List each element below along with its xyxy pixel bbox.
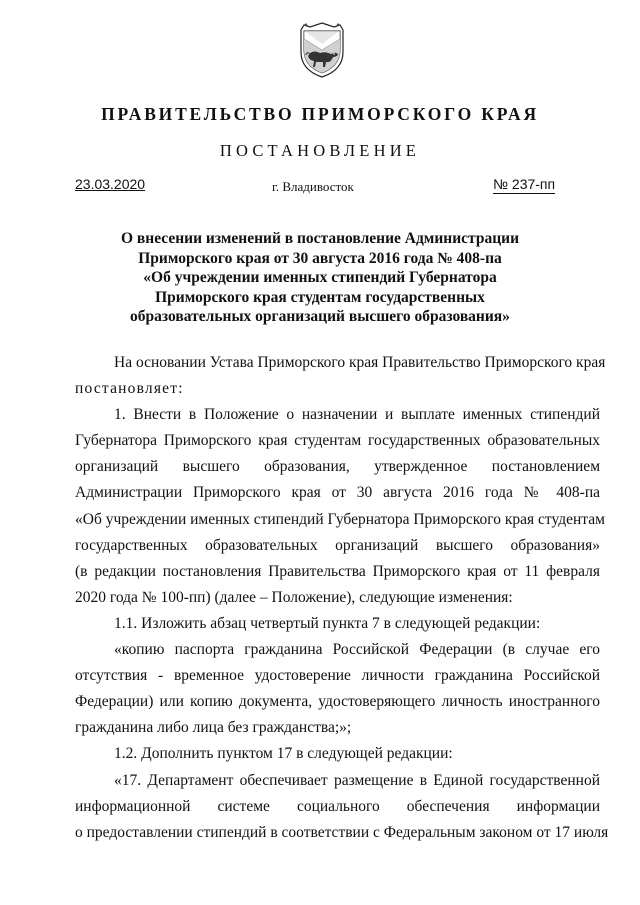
body-line: 1. Внести в Положение о назначении и выплате именных стипендий: [114, 406, 600, 424]
body-line: «17. Департамент обеспечивает размещение в Единой государственной: [114, 771, 600, 789]
body-line: организаций высшего образования, утвержденное постановлением: [75, 458, 600, 476]
body-line: Губернатора Приморского края студентам государственных образовательных: [75, 432, 600, 450]
body-line: Администрации Приморского края от 30 августа 2016 года № 408-па: [75, 484, 600, 502]
document-number: № 237-пп: [493, 176, 556, 192]
body-line: 1.2. Дополнить пунктом 17 в следующей редакции:: [114, 745, 453, 763]
document-city: г. Владивосток: [272, 179, 354, 194]
body-line: информационной системе социального обеспечения информации: [75, 797, 600, 815]
government-title: ПРАВИТЕЛЬСТВО ПРИМОРСКОГО КРАЯ: [101, 104, 539, 124]
body-line: постановляет:: [75, 380, 184, 398]
coat-of-arms-icon: [300, 22, 344, 78]
subject-line: образовательных организаций высшего образования»: [130, 308, 510, 325]
subject-line: «Об учреждении именных стипендий Губернатора: [143, 269, 497, 286]
body-line: государственных образовательных организаций высшего образования»: [75, 536, 600, 554]
body-line: 2020 года № 100-пп) (далее – Положение), следующие изменения:: [75, 588, 513, 606]
body-line: На основании Устава Приморского края Правительство Приморского края: [114, 354, 606, 371]
body-line: гражданина либо лица без гражданства;»;: [75, 719, 352, 737]
body-line: «Об учреждении именных стипендий Губернатора Приморского края студентам: [75, 510, 605, 528]
body-line: Федерации) или копию документа, удостоверяющего личность иностранного: [75, 693, 600, 711]
body-line: 1.1. Изложить абзац четвертый пункта 7 в следующей редакции:: [114, 614, 541, 632]
body-line: о предоставлении стипендий в соответствии с Федеральным законом от 17 июля: [75, 823, 609, 841]
subject-line: Приморского края от 30 августа 2016 года № 408-па: [138, 249, 502, 267]
body-line: «копию паспорта гражданина Российской Федерации (в случае его: [114, 641, 600, 659]
document-subject: [0, 229, 640, 327]
document-date: 23.03.2020: [75, 176, 146, 192]
subject-line: Приморского края студентам государственных: [155, 288, 485, 306]
subject-line: О внесении изменений в постановление Администрации: [120, 230, 519, 247]
document-body: [75, 350, 609, 846]
document-type: ПОСТАНОВЛЕНИЕ: [219, 141, 421, 160]
body-line: (в редакции постановления Правительства Приморского края от 11 февраля: [75, 562, 600, 580]
body-line: отсутствия - временное удостоверение личности гражданина Российской: [75, 667, 600, 685]
